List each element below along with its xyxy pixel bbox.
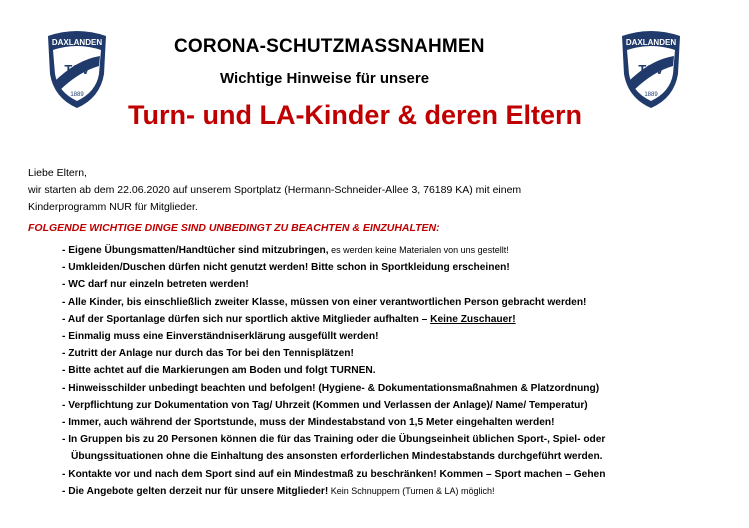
rule-note: es werden keine Materialen von uns gestellt! bbox=[328, 245, 509, 255]
rule-text: - Auf der Sportanlage dürfen sich nur sportlich aktive Mitglieder aufhalten – bbox=[62, 313, 431, 325]
rule-text: - In Gruppen bis zu 20 Personen können die für das Training oder die Übungseinheit üblichen Sport-, Spiel- oder bbox=[62, 434, 606, 446]
rule-text: - Eigene Übungsmatten/Handtücher sind mitzubringen, bbox=[62, 245, 329, 256]
greeting: Liebe Eltern, bbox=[28, 167, 87, 179]
rule-item bbox=[62, 276, 605, 293]
club-logo-left bbox=[46, 30, 108, 110]
rule-text: - Alle Kinder, bis einschließlich zweiter Klasse, müssen von einer verantwortlichen Person gebracht werden! bbox=[62, 296, 587, 308]
svg-text:1889: 1889 bbox=[644, 92, 658, 98]
rule-text: - Die Angebote gelten derzeit nur für unsere Mitglieder! bbox=[62, 485, 329, 497]
rule-item bbox=[62, 345, 605, 362]
rule-text: Übungssituationen ohne die Einhaltung des ansonsten erforderlichen Mindestabstands durchgeführt werden. bbox=[71, 451, 603, 463]
svg-text:TSV: TSV bbox=[64, 62, 90, 77]
rule-item bbox=[62, 431, 605, 448]
rule-emphasis: Keine Zuschauer! bbox=[430, 313, 516, 325]
rule-text: - WC darf nur einzeln betreten werden! bbox=[62, 279, 249, 291]
rule-item bbox=[62, 328, 605, 345]
rule-note: Kein Schnuppern (Turnen & LA) möglich! bbox=[328, 485, 495, 496]
rule-text: - Bitte achtet auf die Markierungen am Boden und folgt TURNEN. bbox=[62, 365, 376, 377]
warning-heading: FOLGENDE WICHTIGE DINGE SIND UNBEDINGT ZU BEACHTEN & EINZUHALTEN: bbox=[28, 222, 440, 234]
svg-text:TSV: TSV bbox=[638, 62, 664, 77]
rule-item bbox=[62, 242, 605, 259]
rule-item bbox=[62, 397, 605, 414]
intro-paragraph bbox=[28, 165, 521, 216]
intro-line-2: Kinderprogramm NUR für Mitglieder. bbox=[28, 201, 198, 213]
rules-list bbox=[62, 242, 605, 500]
rule-text: - Hinweisschilder unbedingt beachten und befolgen! (Hygiene- & Dokumentationsmaßnahmen & Platzordnung) bbox=[62, 382, 600, 394]
rule-text: - Kontakte vor und nach dem Sport sind auf ein Mindestmaß zu beschränken! Kommen – Sport machen – Gehen bbox=[62, 468, 606, 480]
rule-text: - Verpflichtung zur Dokumentation von Tag/ Uhrzeit (Kommen und Verlassen der Anlage)/ Name/ Temperatur) bbox=[62, 399, 588, 411]
rule-item bbox=[62, 380, 605, 397]
rule-item bbox=[62, 448, 605, 465]
rule-item bbox=[62, 466, 605, 483]
rule-item bbox=[62, 259, 605, 276]
svg-text:DAXLANDEN: DAXLANDEN bbox=[51, 38, 103, 47]
rule-text: - Zutritt der Anlage nur durch das Tor bei den Tennisplätzen! bbox=[62, 348, 354, 360]
svg-text:DAXLANDEN: DAXLANDEN bbox=[625, 38, 677, 47]
rule-text: - Umkleiden/Duschen dürfen nicht genutzt werden! Bitte schon in Sportkleidung erscheinen! bbox=[62, 262, 510, 274]
intro-line-1: wir starten ab dem 22.06.2020 auf unserem Sportplatz (Hermann-Schneider-Allee 3, 76189 KA) mit einem bbox=[28, 184, 522, 196]
svg-text:1889: 1889 bbox=[70, 92, 84, 98]
rule-item bbox=[62, 414, 605, 431]
rule-text: - Einmalig muss eine Einverständniserklärung ausgefüllt werden! bbox=[62, 331, 379, 343]
rule-item bbox=[62, 362, 605, 379]
rule-item bbox=[62, 311, 605, 328]
page-subtitle: Wichtige Hinweise für unsere bbox=[220, 70, 430, 87]
rule-item bbox=[62, 294, 605, 311]
page-title: CORONA-SCHUTZMASSNAHMEN bbox=[174, 36, 485, 57]
headline: Turn- und LA-Kinder & deren Eltern bbox=[128, 100, 582, 130]
club-logo-right bbox=[620, 30, 682, 110]
rule-text: - Immer, auch während der Sportstunde, muss der Mindestabstand von 1,5 Meter eingehalten werden! bbox=[62, 417, 555, 429]
rule-item bbox=[62, 483, 605, 500]
